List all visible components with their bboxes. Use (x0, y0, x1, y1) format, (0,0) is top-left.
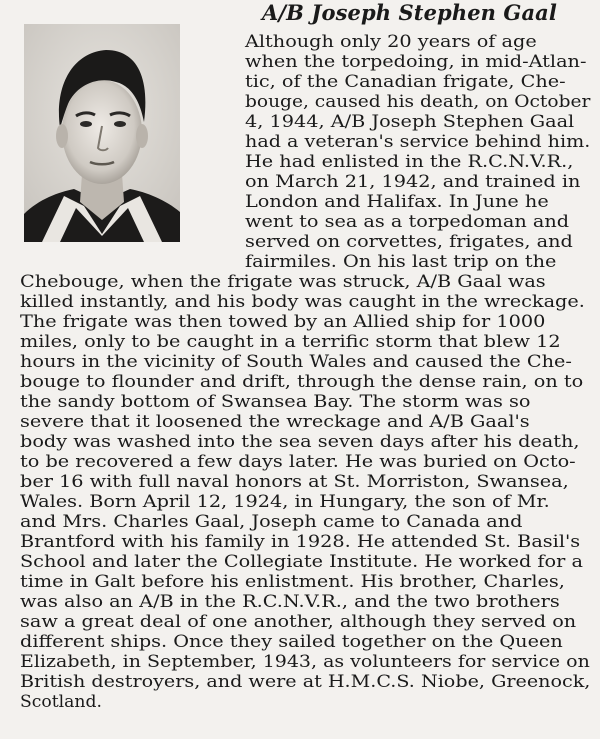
text-line: miles, only to be caught in a terrific storm that blew 12 (20, 332, 561, 352)
text-line: different ships. Once they sailed together on the Queen (20, 632, 563, 652)
text-line: on March 21, 1942, and trained in (245, 172, 581, 192)
text-line: fairmiles. On his last trip on the (245, 252, 557, 272)
text-line: Scotland. (20, 692, 102, 712)
text-line: served on corvettes, frigates, and (245, 232, 573, 252)
text-line: The frigate was then towed by an Allied ship for 1000 (20, 312, 546, 332)
text-line: Chebouge, when the frigate was struck, A/B Gaal was (20, 272, 546, 292)
text-line: British destroyers, and were at H.M.C.S. Niobe, Greenock, (20, 672, 591, 692)
text-line: had a veteran's service behind him. (245, 132, 591, 152)
text-line: severe that it loosened the wreckage and A/B Gaal's (20, 412, 530, 432)
text-line: when the torpedoing, in mid-Atlan- (245, 52, 587, 72)
portrait-illustration (24, 24, 180, 242)
text-line: ber 16 with full naval honors at St. Morriston, Swansea, (20, 472, 569, 492)
text-line: Brantford with his family in 1928. He attended St. Basil's (20, 532, 581, 552)
text-line: the sandy bottom of Swansea Bay. The storm was so (20, 392, 531, 412)
text-line: Although only 20 years of age (245, 32, 537, 52)
text-line: went to sea as a torpedoman and (245, 212, 570, 232)
text-line: and Mrs. Charles Gaal, Joseph came to Canada and (20, 512, 523, 532)
text-line: saw a great deal of one another, although they served on (20, 612, 577, 632)
text-line: London and Halifax. In June he (245, 192, 549, 212)
text-line: Elizabeth, in September, 1943, as volunteers for service on (20, 652, 590, 672)
text-line: School and later the Collegiate Institute. He worked for a (20, 552, 583, 572)
text-line: tic, of the Canadian frigate, Che- (245, 72, 566, 92)
text-line: 4, 1944, A/B Joseph Stephen Gaal (245, 112, 575, 132)
article-title: A/B Joseph Stephen Gaal (262, 0, 557, 25)
portrait-photo (24, 24, 180, 242)
text-line: bouge, caused his death, on October (245, 92, 591, 112)
text-line: bouge to flounder and drift, through the dense rain, on to (20, 372, 584, 392)
text-line: time in Galt before his enlistment. His brother, Charles, (20, 572, 565, 592)
text-line: killed instantly, and his body was caught in the wreckage. (20, 292, 585, 312)
text-line: to be recovered a few days later. He was buried on Octo- (20, 452, 576, 472)
text-line: Wales. Born April 12, 1924, in Hungary, the son of Mr. (20, 492, 550, 512)
text-line: was also an A/B in the R.C.N.V.R., and the two brothers (20, 592, 560, 612)
text-line: hours in the vicinity of South Wales and caused the Che- (20, 352, 572, 372)
text-line: body was washed into the sea seven days after his death, (20, 432, 580, 452)
text-line: He had enlisted in the R.C.N.V.R., (245, 152, 574, 172)
